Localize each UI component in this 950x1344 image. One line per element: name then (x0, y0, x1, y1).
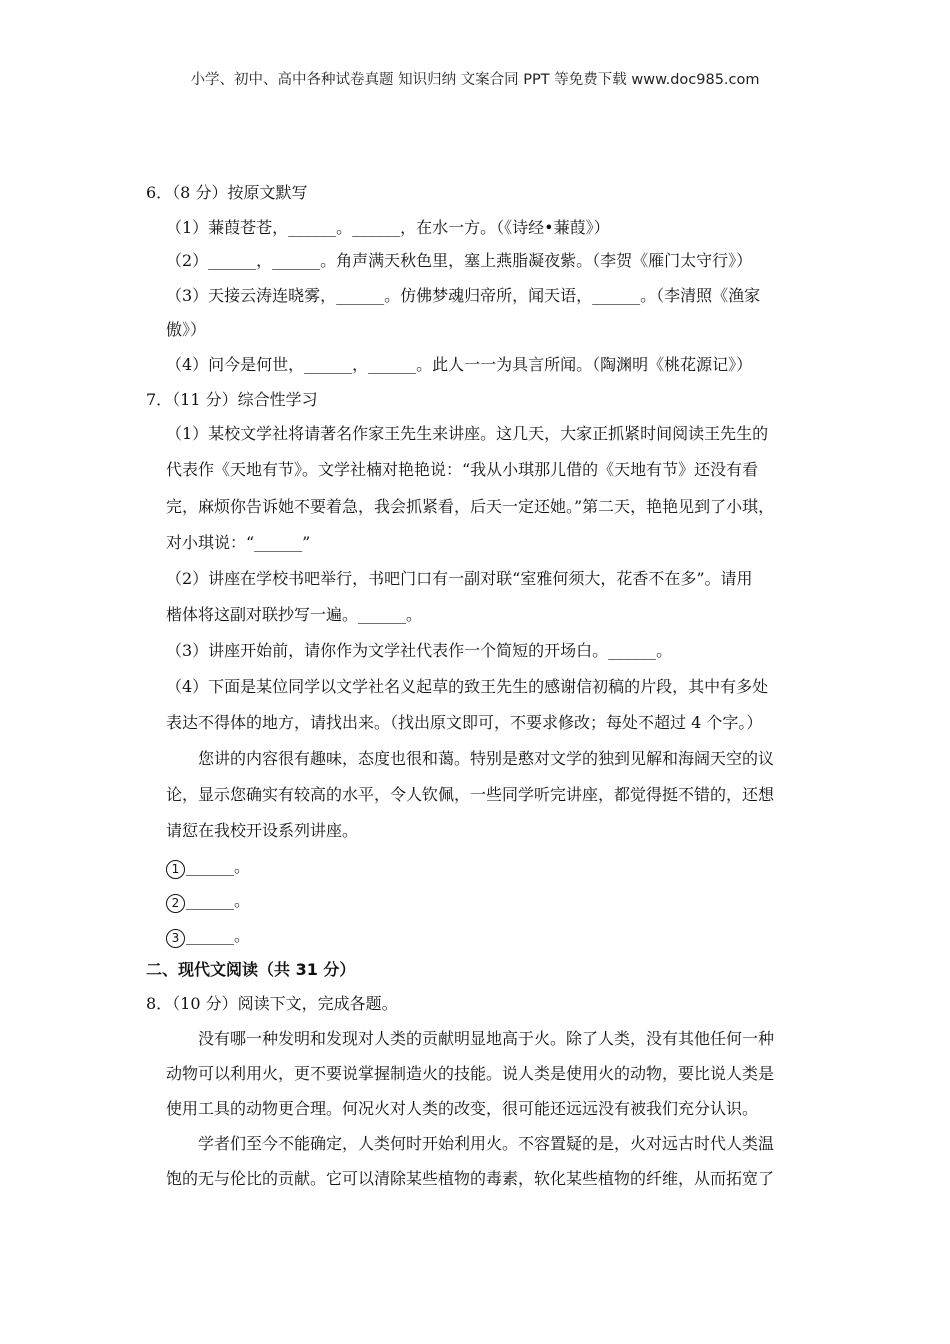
answer-blank-2 (166, 891, 250, 913)
answer-blank: ______。 (186, 891, 251, 910)
question-8-title: 8．（10 分）阅读下文，完成各题。 (146, 994, 398, 1013)
q7-part-2: （2）讲座在学校书吧举行，书吧门口有一副对联“室雅何须大，花香不在多”。请用 (166, 569, 753, 588)
question-6-title: 6．（8 分）按原文默写 (146, 183, 308, 202)
q7-part-1-line4: 对小琪说：“______” (166, 533, 311, 552)
question-7-title: 7．（11 分）综合性学习 (146, 390, 318, 409)
passage-paragraph-2-line2: 饱的无与伦比的贡献。它可以清除某些植物的毒素，软化某些植物的纤维，从而拓宽了 (166, 1169, 775, 1188)
passage-paragraph-1: 没有哪一种发明和发现对人类的贡献明显地高于火。除了人类，没有其他任何一种 (198, 1029, 775, 1048)
circled-number: 1 (166, 860, 185, 879)
passage-paragraph-1-line2: 动物可以利用火，更不要说掌握制造火的技能。说人类是使用火的动物，要比说人类是 (166, 1064, 775, 1083)
circled-number: 3 (166, 929, 185, 948)
q7-part-4-line2: 表达不得体的地方，请找出来。（找出原文即可，不要求修改；每处不超过 4 个字。） (166, 713, 763, 732)
q7-part-3: （3）讲座开始前，请你作为文学社代表作一个简短的开场白。______。 (166, 641, 673, 660)
letter-excerpt-line3: 请愆在我校开设系列讲座。 (166, 821, 359, 840)
q6-item-3-cont: 傲》） (166, 320, 207, 339)
letter-excerpt: 您讲的内容很有趣味，态度也很和蔼。特别是憨对文学的独到见解和海阔天空的议 (198, 749, 775, 768)
q7-part-4: （4）下面是某位同学以文学社名义起草的致王先生的感谢信初稿的片段，其中有多处 (166, 677, 769, 696)
circled-number: 2 (166, 894, 185, 913)
q7-part-2-line2: 楷体将这副对联抄写一遍。______。 (166, 605, 423, 624)
passage-paragraph-1-line3: 使用工具的动物更合理。何况火对人类的改变，很可能还远远没有被我们充分认识。 (166, 1099, 759, 1118)
q6-item-3: （3）天接云涛连晓雾，______。仿佛梦魂归帝所，闻天语，______。（李清照《渔家 (166, 286, 761, 305)
section-2-heading: 二、现代文阅读（共 31 分） (146, 960, 356, 979)
q7-part-1-line2: 代表作《天地有节》。文学社楠对艳艳说：“我从小琪那儿借的《天地有节》还没有看 (166, 460, 759, 479)
q6-item-4: （4）问今是何世，______，______。此人一一为具言所闻。（陶渊明《桃花源记》） (166, 355, 753, 374)
answer-blank-3 (166, 926, 250, 948)
q7-part-1: （1）某校文学社将请著名作家王先生来讲座。这几天，大家正抓紧时间阅读王先生的 (166, 424, 769, 443)
page-header: 小学、初中、高中各种试卷真题 知识归纳 文案合同 PPT 等免费下载 www.doc985.com (190, 72, 760, 88)
q6-item-2: （2）______，______。角声满天秋色里，塞上燕脂凝夜紫。（李贺《雁门太守行》） (166, 251, 753, 270)
answer-blank-1 (166, 857, 250, 879)
passage-paragraph-2: 学者们至今不能确定，人类何时开始利用火。不容置疑的是，火对远古时代人类温 (198, 1134, 775, 1153)
letter-excerpt-line2: 论，显示您确实有较高的水平，令人钦佩，一些同学听完讲座，都觉得挺不错的，还想 (166, 785, 775, 804)
q7-part-1-line3: 完，麻烦你告诉她不要着急，我会抓紧看，后天一定还她。”第二天，艳艳见到了小琪， (166, 497, 775, 516)
answer-blank: ______。 (186, 926, 251, 945)
q6-item-1: （1）蒹葭苍苍，______。______，在水一方。（《诗经•蒹葭》） (166, 218, 610, 237)
answer-blank: ______。 (186, 857, 251, 876)
